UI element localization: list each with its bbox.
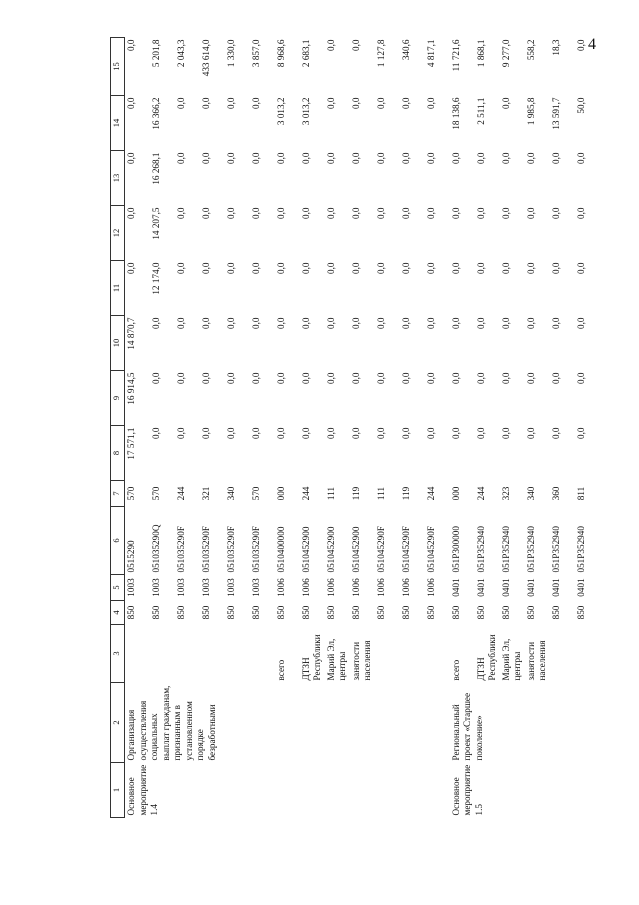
amount-year-15: 1 127,8 [375, 39, 386, 68]
amount-year-8: 0,0 [575, 427, 586, 439]
amount-year-9: 0,0 [175, 372, 186, 384]
amount-year-9: 0,0 [300, 372, 311, 384]
executor-cell: ДТЗН Республики [300, 634, 322, 681]
amount-year-14: 0,0 [250, 97, 261, 109]
column-number-row [111, 38, 125, 818]
amount-year-10: 0,0 [200, 317, 211, 329]
expense-type-code: 811 [575, 486, 586, 501]
table-body [125, 38, 600, 818]
executor-cell [225, 625, 250, 683]
amount-year-14: 16 366,2 [150, 97, 161, 130]
amount-year-8: 0,0 [450, 427, 461, 439]
amount-year-15: 8 968,6 [275, 39, 286, 68]
amount-year-10: 0,0 [550, 317, 561, 329]
amount-year-13: 0,0 [475, 152, 486, 164]
column-header-4: 4 [111, 601, 125, 625]
grbs-code: 850 [300, 605, 311, 620]
column-header-11: 11 [111, 261, 125, 316]
section-code: 1003 [225, 578, 236, 597]
amount-year-13: 0,0 [350, 152, 361, 164]
target-article-code: 0510452900 [325, 526, 336, 573]
activity-label: Основное мероприятие 1.5 [450, 764, 484, 816]
target-article-code: 051035290F [225, 526, 236, 573]
amount-year-9: 0,0 [150, 372, 161, 384]
activity-name: Региональный проект «Старшее поколение» [450, 692, 484, 761]
expense-type-code: 119 [350, 486, 361, 501]
amount-year-15: 18,3 [550, 39, 561, 56]
amount-year-13: 0,0 [225, 152, 236, 164]
amount-year-14: 3 013,2 [275, 97, 286, 126]
amount-year-9: 0,0 [500, 372, 511, 384]
amount-year-8: 0,0 [150, 427, 161, 439]
amount-year-14: 2 511,1 [475, 97, 486, 125]
section-code: 0401 [500, 578, 511, 597]
amount-year-10: 0,0 [175, 317, 186, 329]
target-article-code: 051P300000 [450, 526, 461, 573]
amount-year-9: 0,0 [425, 372, 436, 384]
target-article-code: 051P352940 [550, 526, 561, 573]
amount-year-13: 0,0 [525, 152, 536, 164]
amount-year-11: 0,0 [475, 262, 486, 274]
amount-year-10: 0,0 [275, 317, 286, 329]
amount-year-15: 2 043,3 [175, 39, 186, 68]
executor-cell: всего [275, 659, 286, 681]
amount-year-9: 0,0 [550, 372, 561, 384]
section-code: 1003 [200, 578, 211, 597]
target-article-code: 0515290 [126, 540, 136, 573]
grbs-code: 850 [525, 605, 536, 620]
page-number: 4 [588, 36, 596, 53]
section-code: 1006 [400, 578, 411, 597]
amount-year-14: 3 013,2 [300, 97, 311, 126]
amount-year-10: 0,0 [450, 317, 461, 329]
grbs-code: 850 [225, 605, 236, 620]
expense-type-code: 570 [250, 486, 261, 501]
target-article-code: 0510452900 [300, 526, 311, 573]
expense-type-code: 244 [175, 486, 186, 501]
amount-year-12: 0,0 [275, 207, 286, 219]
amount-year-12: 0,0 [250, 207, 261, 219]
grbs-code: 850 [200, 605, 211, 620]
amount-year-11: 0,0 [175, 262, 186, 274]
expense-type-code: 111 [325, 486, 336, 501]
section-code: 0401 [550, 578, 561, 597]
executor-cell [175, 625, 200, 683]
grbs-code: 850 [400, 605, 411, 620]
amount-year-9: 0,0 [475, 372, 486, 384]
amount-year-14: 13 591,7 [550, 97, 561, 130]
column-header-9: 9 [111, 371, 125, 426]
column-header-5: 5 [111, 575, 125, 601]
grbs-code: 850 [450, 605, 461, 620]
grbs-code: 850 [425, 605, 436, 620]
amount-year-12: 0,0 [126, 207, 136, 219]
grbs-code: 850 [126, 605, 136, 620]
activity-label: Основное мероприятие 1.4 [126, 764, 159, 816]
amount-year-8: 0,0 [525, 427, 536, 439]
target-article-code: 051045290F [375, 526, 386, 573]
grbs-code: 850 [175, 605, 186, 620]
amount-year-11: 0,0 [450, 262, 461, 274]
amount-year-14: 0,0 [126, 97, 136, 109]
target-article-code: 051035290Q [150, 524, 161, 573]
amount-year-14: 50,0 [575, 97, 586, 114]
executor-cell: Марий Эл, центры [325, 638, 347, 681]
amount-year-12: 0,0 [375, 207, 386, 219]
target-article-code: 051035290F [175, 526, 186, 573]
section-code: 1003 [175, 578, 186, 597]
amount-year-9: 0,0 [525, 372, 536, 384]
column-header-15: 15 [111, 38, 125, 96]
amount-year-11: 0,0 [500, 262, 511, 274]
amount-year-9: 0,0 [250, 372, 261, 384]
amount-year-14: 0,0 [200, 97, 211, 109]
column-header-12: 12 [111, 206, 125, 261]
executor-cell: занятости населения [525, 640, 547, 681]
expense-type-code: 111 [375, 486, 386, 501]
section-code: 1006 [300, 578, 311, 597]
amount-year-8: 0,0 [500, 427, 511, 439]
amount-year-8: 0,0 [300, 427, 311, 439]
amount-year-12: 0,0 [550, 207, 561, 219]
amount-year-11: 0,0 [325, 262, 336, 274]
amount-year-8: 0,0 [325, 427, 336, 439]
amount-year-12: 0,0 [450, 207, 461, 219]
amount-year-12: 0,0 [225, 207, 236, 219]
grbs-code: 850 [150, 605, 161, 620]
grbs-code: 850 [575, 605, 586, 620]
grbs-code: 850 [550, 605, 561, 620]
amount-year-10: 0,0 [575, 317, 586, 329]
table-row [125, 38, 150, 818]
amount-year-9: 0,0 [275, 372, 286, 384]
column-header-7: 7 [111, 481, 125, 507]
section-code: 0401 [525, 578, 536, 597]
amount-year-11: 0,0 [126, 262, 136, 274]
amount-year-10: 0,0 [475, 317, 486, 329]
column-header-1: 1 [111, 763, 125, 818]
target-article-code: 051P352940 [475, 526, 486, 573]
amount-year-10: 14 870,7 [126, 317, 136, 350]
section-code: 1006 [325, 578, 336, 597]
amount-year-15: 3 857,0 [250, 39, 261, 68]
executor-cell [150, 625, 175, 683]
section-code: 1003 [126, 578, 136, 597]
amount-year-14: 18 138,6 [450, 97, 461, 130]
amount-year-11: 0,0 [350, 262, 361, 274]
executor-cell [575, 625, 600, 683]
executor-cell [250, 625, 275, 683]
executor-cell [375, 625, 400, 683]
amount-year-11: 0,0 [525, 262, 536, 274]
amount-year-9: 0,0 [450, 372, 461, 384]
amount-year-15: 11 721,6 [450, 39, 461, 72]
expense-type-code: 570 [126, 486, 136, 501]
amount-year-10: 0,0 [500, 317, 511, 329]
grbs-code: 850 [250, 605, 261, 620]
section-code: 1003 [250, 578, 261, 597]
activity-name: Организация осуществления социальных выплат гражданам, признанным в установленном порядке безработными [126, 685, 217, 761]
amount-year-15: 4 817,1 [425, 39, 436, 68]
amount-year-9: 16 914,5 [126, 372, 136, 405]
executor-cell: занятости населения [350, 640, 372, 681]
amount-year-10: 0,0 [400, 317, 411, 329]
amount-year-15: 9 277,0 [500, 39, 511, 68]
column-header-10: 10 [111, 316, 125, 371]
section-code: 0401 [575, 578, 586, 597]
target-article-code: 0510400000 [275, 526, 286, 573]
amount-year-10: 0,0 [325, 317, 336, 329]
amount-year-11: 0,0 [400, 262, 411, 274]
budget-table [110, 37, 600, 818]
amount-year-10: 0,0 [375, 317, 386, 329]
grbs-code: 850 [275, 605, 286, 620]
target-article-code: 051045290F [400, 526, 411, 573]
executor-cell [550, 625, 575, 683]
amount-year-10: 0,0 [525, 317, 536, 329]
amount-year-9: 0,0 [575, 372, 586, 384]
expense-type-code: 244 [475, 486, 486, 501]
amount-year-11: 0,0 [225, 262, 236, 274]
amount-year-11: 0,0 [250, 262, 261, 274]
amount-year-8: 0,0 [225, 427, 236, 439]
amount-year-13: 0,0 [400, 152, 411, 164]
amount-year-12: 0,0 [300, 207, 311, 219]
amount-year-13: 0,0 [325, 152, 336, 164]
target-article-code: 0510452900 [350, 526, 361, 573]
amount-year-9: 0,0 [200, 372, 211, 384]
expense-type-code: 244 [300, 486, 311, 501]
section-code: 0401 [475, 578, 486, 597]
target-article-code: 051P352940 [500, 526, 511, 573]
amount-year-15: 1 330,0 [225, 39, 236, 68]
amount-year-8: 0,0 [400, 427, 411, 439]
amount-year-12: 0,0 [425, 207, 436, 219]
section-code: 1006 [375, 578, 386, 597]
amount-year-10: 0,0 [150, 317, 161, 329]
amount-year-13: 0,0 [425, 152, 436, 164]
grbs-code: 850 [375, 605, 386, 620]
amount-year-10: 0,0 [250, 317, 261, 329]
amount-year-14: 0,0 [425, 97, 436, 109]
amount-year-8: 0,0 [350, 427, 361, 439]
executor-cell [125, 625, 150, 683]
column-header-3: 3 [111, 625, 125, 683]
amount-year-8: 0,0 [200, 427, 211, 439]
amount-year-10: 0,0 [225, 317, 236, 329]
grbs-code: 850 [475, 605, 486, 620]
amount-year-12: 0,0 [500, 207, 511, 219]
amount-year-15: 1 868,1 [475, 39, 486, 68]
amount-year-14: 0,0 [175, 97, 186, 109]
amount-year-14: 1 985,8 [525, 97, 536, 126]
amount-year-13: 0,0 [250, 152, 261, 164]
amount-year-14: 0,0 [350, 97, 361, 109]
amount-year-12: 0,0 [350, 207, 361, 219]
amount-year-9: 0,0 [225, 372, 236, 384]
grbs-code: 850 [325, 605, 336, 620]
expense-type-code: 340 [525, 486, 536, 501]
expense-type-code: 323 [500, 486, 511, 501]
target-article-code: 051P352940 [575, 526, 586, 573]
executor-cell [400, 625, 425, 683]
column-header-8: 8 [111, 426, 125, 481]
amount-year-11: 0,0 [550, 262, 561, 274]
amount-year-12: 0,0 [325, 207, 336, 219]
target-article-code: 051035290F [250, 526, 261, 573]
budget-table-rotated [110, 38, 634, 818]
amount-year-8: 0,0 [275, 427, 286, 439]
executor-cell [200, 625, 225, 683]
amount-year-13: 0,0 [126, 152, 136, 164]
amount-year-15: 0,0 [350, 39, 361, 51]
amount-year-13: 0,0 [500, 152, 511, 164]
target-article-code: 051045290F [425, 526, 436, 573]
amount-year-12: 0,0 [575, 207, 586, 219]
target-article-code: 051035290F [200, 526, 211, 573]
amount-year-12: 0,0 [175, 207, 186, 219]
amount-year-8: 0,0 [425, 427, 436, 439]
amount-year-11: 12 174,0 [150, 262, 161, 295]
amount-year-11: 0,0 [375, 262, 386, 274]
section-code: 0401 [450, 578, 461, 597]
section-code: 1006 [350, 578, 361, 597]
section-code: 1006 [275, 578, 286, 597]
amount-year-14: 0,0 [375, 97, 386, 109]
amount-year-12: 0,0 [400, 207, 411, 219]
expense-type-code: 119 [400, 486, 411, 501]
expense-type-code: 570 [150, 486, 161, 501]
amount-year-13: 0,0 [375, 152, 386, 164]
expense-type-code: 000 [275, 486, 286, 501]
expense-type-code: 321 [200, 486, 211, 501]
amount-year-9: 0,0 [375, 372, 386, 384]
executor-cell: ДТЗН Республики [475, 634, 497, 681]
amount-year-15: 0,0 [126, 39, 136, 51]
grbs-code: 850 [350, 605, 361, 620]
amount-year-14: 0,0 [500, 97, 511, 109]
amount-year-8: 0,0 [550, 427, 561, 439]
amount-year-13: 0,0 [175, 152, 186, 164]
amount-year-12: 0,0 [200, 207, 211, 219]
amount-year-12: 0,0 [475, 207, 486, 219]
executor-cell: всего [450, 659, 461, 681]
amount-year-9: 0,0 [350, 372, 361, 384]
amount-year-12: 0,0 [525, 207, 536, 219]
expense-type-code: 340 [225, 486, 236, 501]
amount-year-11: 0,0 [300, 262, 311, 274]
column-header-6: 6 [111, 507, 125, 575]
amount-year-8: 0,0 [175, 427, 186, 439]
amount-year-11: 0,0 [200, 262, 211, 274]
column-header-14: 14 [111, 96, 125, 151]
amount-year-8: 0,0 [250, 427, 261, 439]
amount-year-15: 0,0 [325, 39, 336, 51]
amount-year-14: 0,0 [225, 97, 236, 109]
amount-year-15: 0,0 [575, 39, 586, 51]
amount-year-8: 0,0 [375, 427, 386, 439]
amount-year-10: 0,0 [425, 317, 436, 329]
expense-type-code: 244 [425, 486, 436, 501]
amount-year-15: 2 683,1 [300, 39, 311, 68]
grbs-code: 850 [500, 605, 511, 620]
amount-year-15: 433 614,0 [200, 39, 211, 77]
amount-year-13: 0,0 [550, 152, 561, 164]
amount-year-8: 17 571,1 [126, 427, 136, 460]
amount-year-10: 0,0 [300, 317, 311, 329]
amount-year-13: 0,0 [300, 152, 311, 164]
amount-year-9: 0,0 [325, 372, 336, 384]
table-row [450, 38, 475, 818]
column-header-2: 2 [111, 683, 125, 763]
amount-year-13: 0,0 [575, 152, 586, 164]
amount-year-9: 0,0 [400, 372, 411, 384]
amount-year-11: 0,0 [275, 262, 286, 274]
amount-year-11: 0,0 [425, 262, 436, 274]
section-code: 1003 [150, 578, 161, 597]
expense-type-code: 000 [450, 486, 461, 501]
target-article-code: 051P352940 [525, 526, 536, 573]
amount-year-8: 0,0 [475, 427, 486, 439]
amount-year-14: 0,0 [400, 97, 411, 109]
executor-cell [425, 625, 450, 683]
executor-cell: Марий Эл, центры [500, 638, 522, 681]
amount-year-15: 340,6 [400, 39, 411, 61]
amount-year-11: 0,0 [575, 262, 586, 274]
amount-year-13: 0,0 [200, 152, 211, 164]
amount-year-10: 0,0 [350, 317, 361, 329]
amount-year-14: 0,0 [325, 97, 336, 109]
amount-year-13: 0,0 [275, 152, 286, 164]
section-code: 1006 [425, 578, 436, 597]
amount-year-12: 14 207,5 [150, 207, 161, 240]
amount-year-13: 0,0 [450, 152, 461, 164]
expense-type-code: 360 [550, 486, 561, 501]
column-header-13: 13 [111, 151, 125, 206]
amount-year-15: 5 201,8 [150, 39, 161, 68]
amount-year-13: 16 268,1 [150, 152, 161, 185]
amount-year-15: 558,2 [525, 39, 536, 61]
